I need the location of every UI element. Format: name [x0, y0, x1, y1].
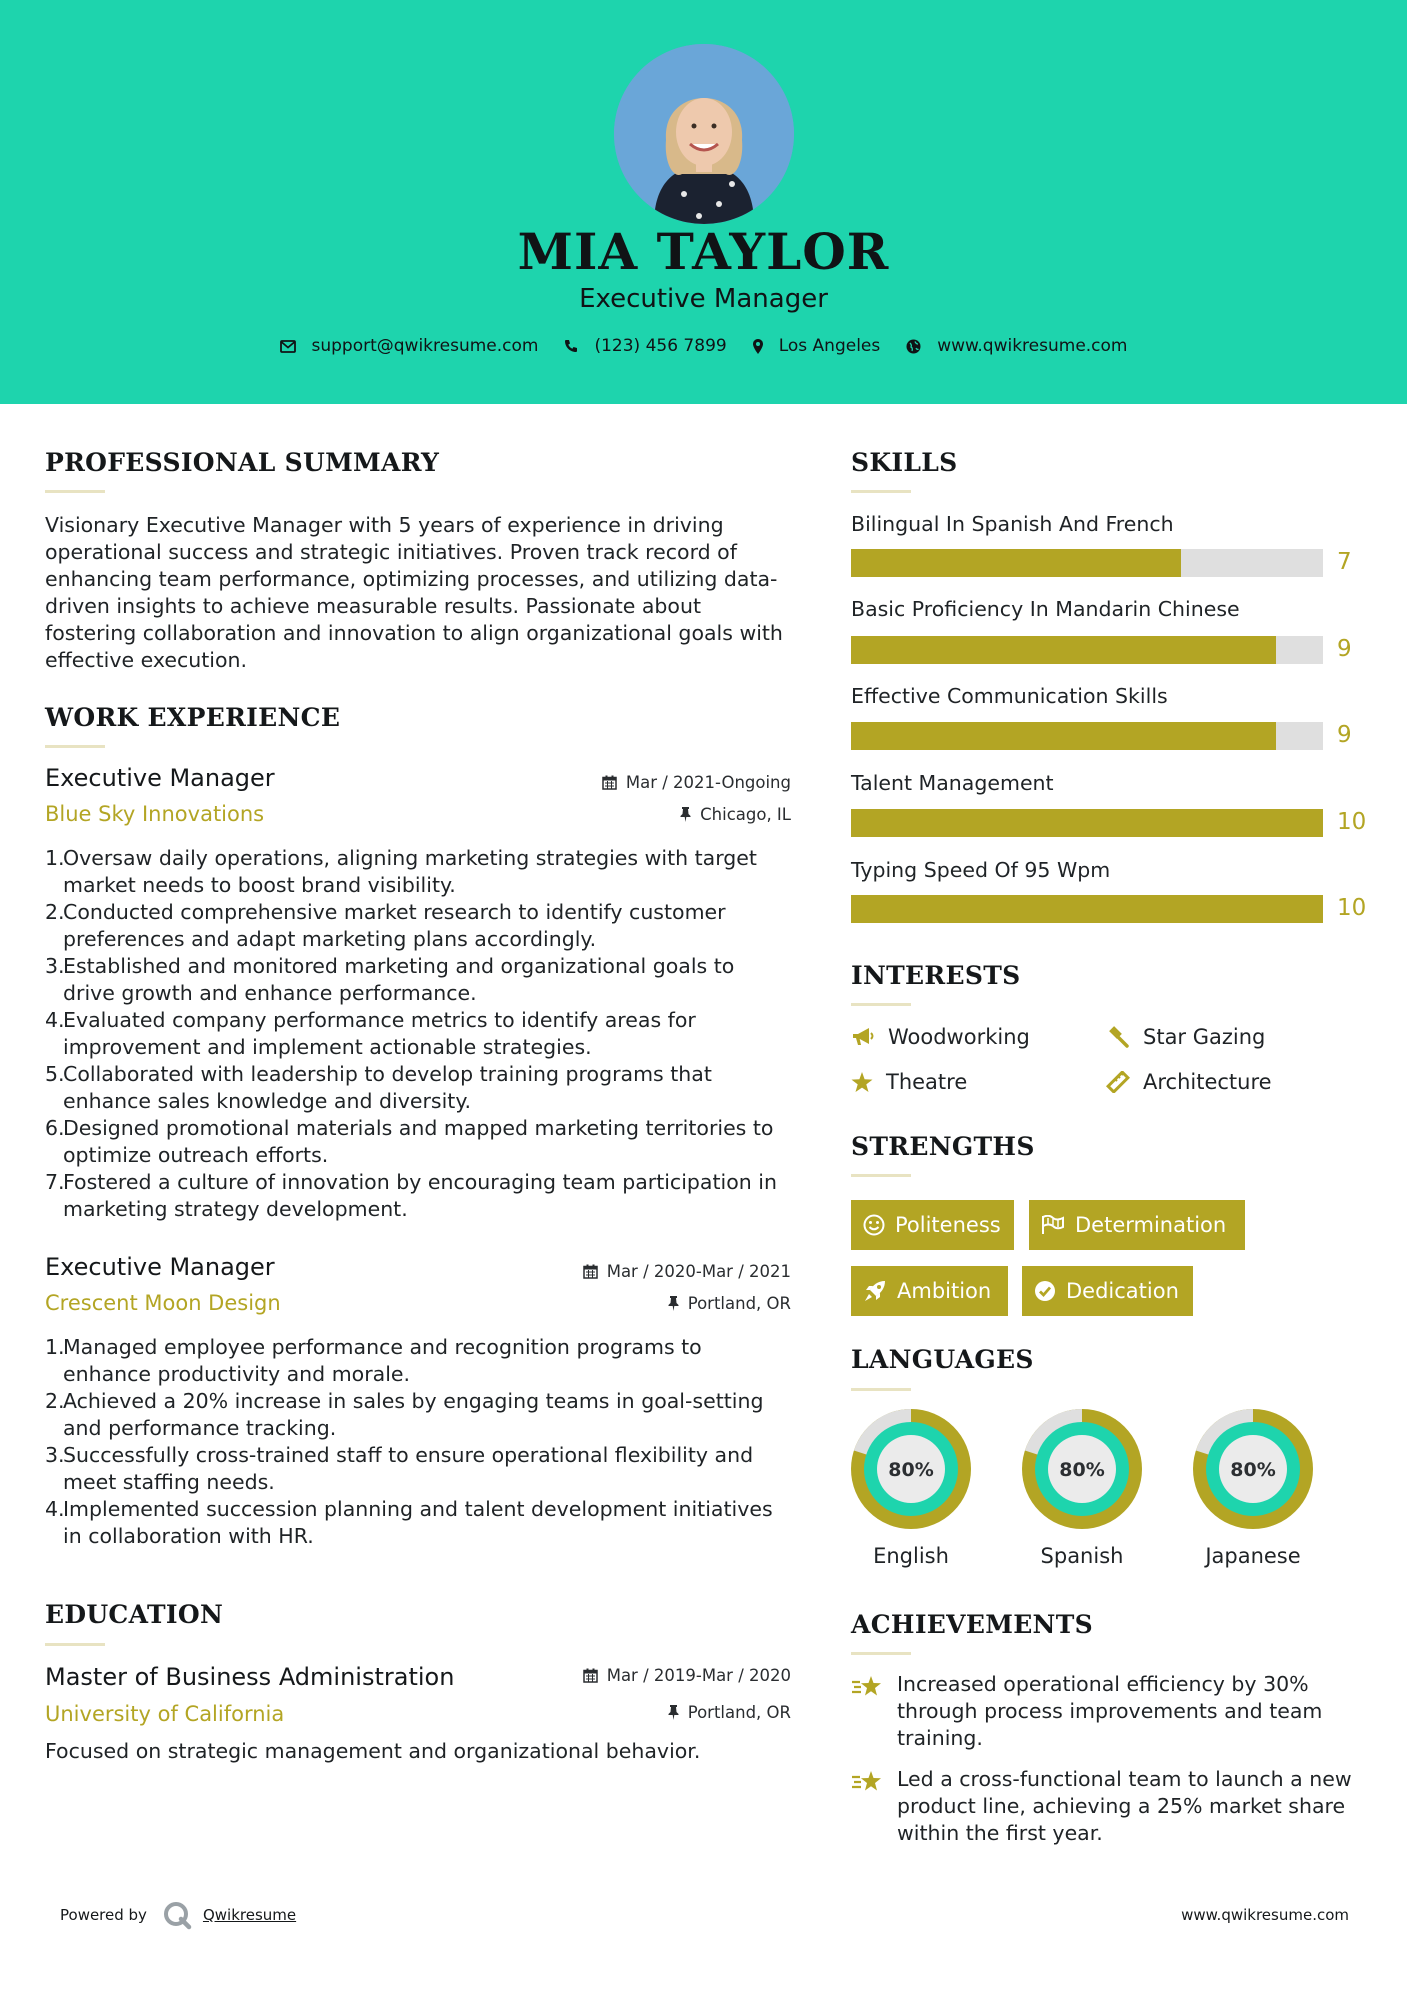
skill-bar: [851, 549, 1323, 577]
footer-brand-link[interactable]: Qwikresume: [202, 1906, 297, 1924]
education-dates-text: Mar / 2019-Mar / 2020: [606, 1666, 791, 1685]
ruler-icon: [1106, 1071, 1130, 1093]
skill-value: 7: [1337, 549, 1352, 575]
interest-item: [851, 1070, 967, 1094]
list-item: Implemented succession planning and talent development initiatives in collaboration with HR.: [63, 1497, 773, 1548]
skill-label: Effective Communication Skills: [851, 684, 1168, 708]
education-school: University of California: [45, 1702, 285, 1726]
skill-value: 9: [1337, 636, 1352, 662]
skill-label: Bilingual In Spanish And French: [851, 512, 1174, 536]
skill-label: Typing Speed Of 95 Wpm: [851, 858, 1111, 882]
job-location-text: Portland, OR: [687, 1294, 791, 1313]
contact-phone-text: (123) 456 7899: [594, 336, 727, 356]
education-location: [668, 1703, 791, 1722]
language-percent: 80%: [1230, 1459, 1276, 1481]
list-item: Successfully cross-trained staff to ensure operational flexibility and meet staffing needs.: [63, 1443, 754, 1494]
job-dates: [602, 773, 791, 792]
list-item: Evaluated company performance metrics to identify areas for improvement and implement actionable strategies.: [63, 1008, 696, 1059]
strength-tag: [851, 1266, 1008, 1316]
interest-label: Theatre: [886, 1070, 968, 1094]
contact-phone[interactable]: [564, 336, 726, 356]
skill-bar: [851, 809, 1323, 837]
interest-item: [851, 1025, 1030, 1049]
strength-label: Dedication: [1066, 1279, 1179, 1303]
calendar-icon: [583, 1668, 598, 1683]
skill-bar: [851, 636, 1323, 664]
interest-label: Architecture: [1143, 1070, 1272, 1094]
smile-icon: [863, 1214, 885, 1236]
job-dates: [583, 1262, 791, 1281]
skill-bar-fill: [851, 549, 1181, 577]
job-location: [668, 1294, 791, 1313]
interest-label: Woodworking: [888, 1025, 1030, 1049]
education-degree: Master of Business Administration: [45, 1663, 455, 1691]
check-circle-icon: [1034, 1280, 1056, 1302]
job-bullets: [45, 845, 790, 1223]
contact-website-text: www.qwikresume.com: [937, 336, 1128, 356]
skill-label: Basic Proficiency In Mandarin Chinese: [851, 597, 1240, 621]
profile-photo: [614, 44, 794, 224]
achievements-divider: [851, 1652, 911, 1655]
contact-email-text: support@qwikresume.com: [311, 336, 539, 356]
achievement-item: [851, 1766, 1371, 1847]
interests-title: INTERESTS: [851, 961, 1021, 990]
resume-header: [0, 0, 1407, 404]
experience-title: WORK EXPERIENCE: [45, 703, 341, 732]
list-item: Managed employee performance and recognition programs to enhance productivity and morale.: [63, 1335, 702, 1386]
list-item: Achieved a 20% increase in sales by engaging teams in goal-setting and performance tracking.: [63, 1389, 764, 1440]
strength-label: Politeness: [895, 1213, 1001, 1237]
interest-item: [1106, 1025, 1265, 1049]
contact-location: [753, 336, 881, 356]
education-title: EDUCATION: [45, 1600, 224, 1629]
phone-icon: [564, 339, 578, 353]
footer-powered-text: Powered by: [60, 1906, 147, 1924]
list-item: Collaborated with leadership to develop training programs that enhance sales knowledge and diversity.: [63, 1062, 712, 1113]
strength-label: Determination: [1075, 1213, 1227, 1237]
bullhorn-icon: [851, 1027, 875, 1047]
education-description: Focused on strategic management and organizational behavior.: [45, 1739, 701, 1763]
strength-label: Ambition: [897, 1279, 992, 1303]
achievement-item: [851, 1671, 1371, 1752]
flag-icon: [1041, 1215, 1065, 1235]
job-bullets: [45, 1334, 790, 1550]
language-name: Spanish: [1040, 1544, 1124, 1568]
skill-bar-fill: [851, 636, 1276, 664]
shooting-star-icon: [851, 1673, 885, 1701]
summary-divider: [45, 490, 105, 493]
skill-value: 10: [1337, 809, 1367, 835]
contact-bar: [0, 336, 1407, 356]
strength-tag: [851, 1200, 1014, 1250]
map-marker-icon: [753, 339, 763, 354]
achievement-text: Increased operational efficiency by 30% through process improvements and team training.: [897, 1672, 1323, 1750]
language-percent: 80%: [1059, 1459, 1105, 1481]
pushpin-icon: [680, 807, 691, 822]
calendar-icon: [583, 1264, 598, 1279]
experience-divider: [45, 745, 105, 748]
candidate-role: Executive Manager: [579, 284, 828, 314]
shooting-star-icon: [851, 1768, 885, 1796]
gavel-icon: [1106, 1026, 1130, 1048]
contact-email[interactable]: [280, 336, 539, 356]
skill-bar-fill: [851, 722, 1276, 750]
skill-value: 9: [1337, 722, 1352, 748]
rocket-icon: [863, 1279, 887, 1303]
list-item: Designed promotional materials and mapped marketing territories to optimize outreach efforts.: [63, 1116, 774, 1167]
strength-tag: [1022, 1266, 1193, 1316]
footer-site-link[interactable]: www.qwikresume.com: [1181, 1906, 1349, 1924]
envelope-icon: [280, 340, 296, 353]
strengths-divider: [851, 1174, 911, 1177]
job-dates-text: Mar / 2021-Ongoing: [625, 773, 791, 792]
footer-powered: [60, 1900, 296, 1930]
list-item: Conducted comprehensive market research to identify customer preferences and adapt marketing plans accordingly.: [63, 900, 726, 951]
job-title: Executive Manager: [45, 764, 275, 792]
skill-bar: [851, 895, 1323, 923]
summary-title: PROFESSIONAL SUMMARY: [45, 448, 440, 477]
globe-icon: [906, 339, 921, 354]
achievement-text: Led a cross-functional team to launch a new product line, achieving a 25% market share within the first year.: [897, 1767, 1352, 1845]
education-dates: [583, 1666, 791, 1685]
language-percent: 80%: [888, 1459, 934, 1481]
list-item: Fostered a culture of innovation by encouraging team participation in marketing strategy development.: [63, 1170, 777, 1221]
achievements-title: ACHIEVEMENTS: [851, 1610, 1093, 1639]
job-location-text: Chicago, IL: [700, 805, 791, 824]
candidate-name: MIA TAYLOR: [517, 222, 890, 281]
pushpin-icon: [668, 1705, 679, 1720]
skill-value: 10: [1337, 895, 1367, 921]
job-location: [680, 805, 791, 824]
job-company: Blue Sky Innovations: [45, 802, 265, 826]
list-item: Established and monitored marketing and organizational goals to drive growth and enhance performance.: [63, 954, 735, 1005]
interests-divider: [851, 1003, 911, 1006]
strengths-title: STRENGTHS: [851, 1132, 1035, 1161]
skills-title: SKILLS: [851, 448, 958, 477]
skills-divider: [851, 490, 911, 493]
job-title: Executive Manager: [45, 1253, 275, 1281]
skill-bar-fill: [851, 895, 1323, 923]
contact-website[interactable]: [906, 336, 1127, 356]
language-gauge: [849, 1407, 973, 1535]
job-dates-text: Mar / 2020-Mar / 2021: [606, 1262, 791, 1281]
skill-label: Talent Management: [851, 771, 1054, 795]
pushpin-icon: [668, 1296, 679, 1311]
strength-tag: [1029, 1200, 1245, 1250]
list-item: Oversaw daily operations, aligning marketing strategies with target market needs to boost brand visibility.: [63, 846, 757, 897]
language-name: English: [873, 1544, 949, 1568]
education-location-text: Portland, OR: [687, 1703, 791, 1722]
language-gauge: [1191, 1407, 1315, 1535]
education-divider: [45, 1643, 105, 1646]
languages-title: LANGUAGES: [851, 1345, 1034, 1374]
summary-text: Visionary Executive Manager with 5 years of experience in driving operational success and strategic initiatives. Proven track record of enhancing team performance, optimizing processes, and utilizing data-driven insights to achieve measurable results. Passionate about fostering collaboration and innovation to align organizational goals with effective execution.: [45, 513, 783, 672]
star-icon: [851, 1072, 873, 1093]
qwikresume-logo-icon: [161, 1900, 195, 1930]
interest-label: Star Gazing: [1143, 1025, 1266, 1049]
contact-location-text: Los Angeles: [778, 336, 881, 356]
job-company: Crescent Moon Design: [45, 1291, 281, 1315]
language-name: Japanese: [1205, 1544, 1301, 1568]
skill-bar: [851, 722, 1323, 750]
skill-bar-fill: [851, 809, 1323, 837]
calendar-icon: [602, 775, 617, 790]
languages-divider: [851, 1388, 911, 1391]
interest-item: [1106, 1070, 1272, 1094]
language-gauge: [1020, 1407, 1144, 1535]
